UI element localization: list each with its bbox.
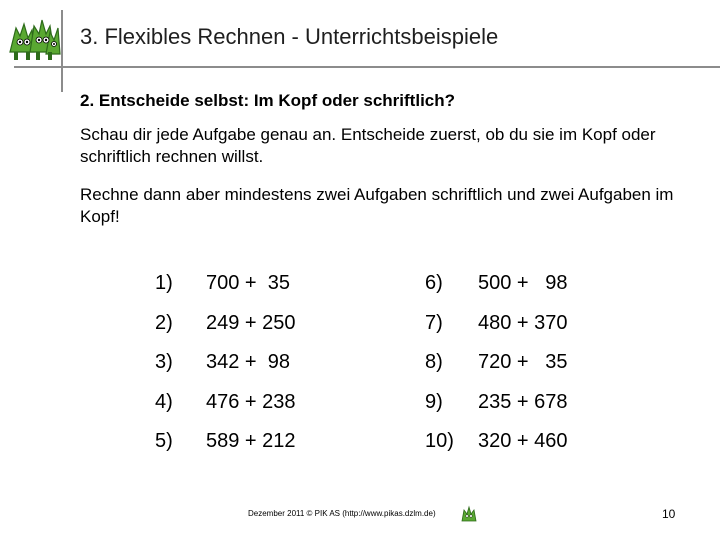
task-number: 10) xyxy=(425,430,454,452)
section-heading: 2. Entscheide selbst: Im Kopf oder schriftlich? xyxy=(80,91,456,110)
task-number: 6) xyxy=(425,272,443,294)
task-expression: 235 + 678 xyxy=(478,390,568,413)
task-expression: 342 + 98 xyxy=(206,351,290,373)
task-expression: 249 + 250 xyxy=(206,311,296,334)
task-expression: 589 + 212 xyxy=(206,430,296,452)
pikas-monster-small-icon xyxy=(460,505,478,523)
task-row xyxy=(155,272,615,312)
header-horizontal-rule xyxy=(14,66,720,68)
task-number: 3) xyxy=(155,351,173,373)
task-list xyxy=(155,272,615,470)
task-number: 7) xyxy=(425,311,443,334)
task-expression: 480 + 370 xyxy=(478,311,568,334)
task-number: 8) xyxy=(425,351,443,373)
task-expression: 476 + 238 xyxy=(206,390,296,413)
task-number: 9) xyxy=(425,390,443,413)
instruction-paragraph-1: Schau dir jede Aufgabe genau an. Entscheide zuerst, ob du sie im Kopf oder schriftlich rechnen willst. xyxy=(80,125,656,166)
task-row xyxy=(155,351,615,391)
task-expression: 700 + 35 xyxy=(206,272,290,294)
task-row xyxy=(155,391,615,431)
task-row xyxy=(155,430,615,470)
task-expression: 720 + 35 xyxy=(478,351,568,373)
page-number: 10 xyxy=(662,507,676,521)
task-number: 5) xyxy=(155,430,173,452)
header-vertical-rule xyxy=(61,10,63,92)
task-number: 4) xyxy=(155,390,173,413)
task-number: 1) xyxy=(155,272,173,294)
task-expression: 320 + 460 xyxy=(478,430,568,452)
pikas-monster-logo-icon xyxy=(8,14,62,64)
instruction-paragraph-2: Rechne dann aber mindestens zwei Aufgaben schriftlich und zwei Aufgaben im Kopf! xyxy=(80,185,674,226)
task-expression: 500 + 98 xyxy=(478,272,568,294)
page-title: 3. Flexibles Rechnen - Unterrichtsbeispiele xyxy=(80,24,499,49)
task-number: 2) xyxy=(155,311,173,334)
task-row xyxy=(155,312,615,352)
footer-credit: Dezember 2011 © PIK AS (http://www.pikas.dzlm.de) xyxy=(248,509,436,518)
